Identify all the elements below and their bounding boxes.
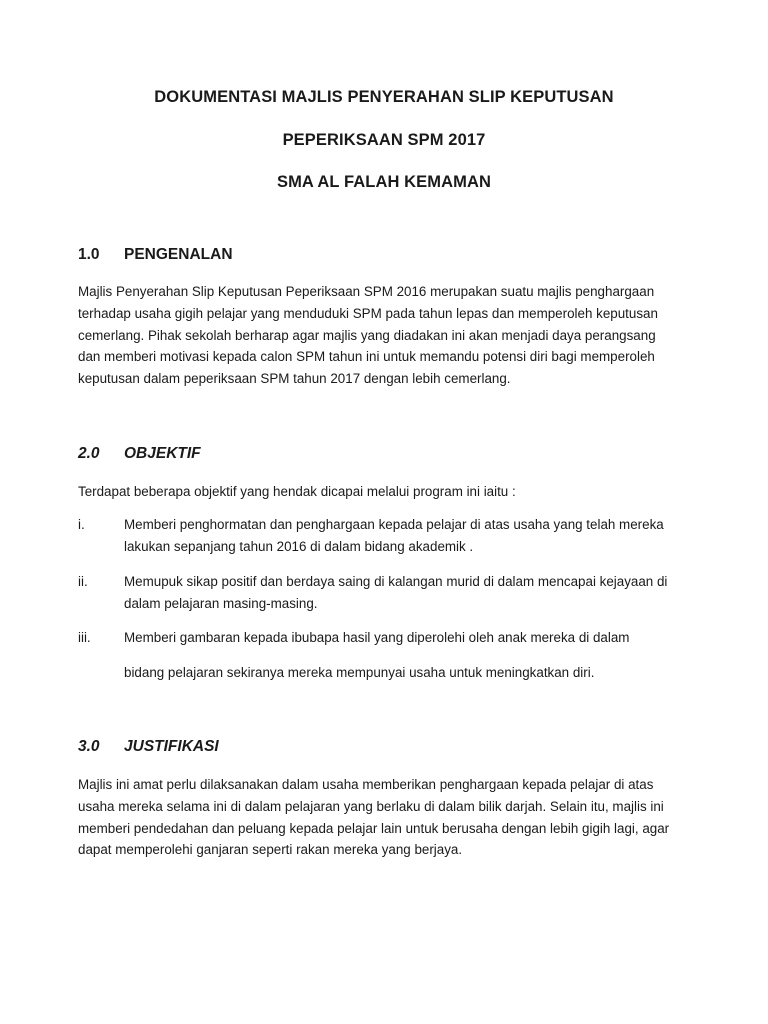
paragraph-line: dan memberi motivasi kepada calon SPM tahun ini untuk memandu potensi diri bagi memperoleh: [78, 349, 655, 365]
document-title-line-2: PEPERIKSAAN SPM 2017: [282, 131, 486, 149]
section-3-title: JUSTIFIKASI: [124, 738, 219, 755]
paragraph-line: dapat memperolehi ganjaran seperti rakan mereka yang berjaya.: [78, 842, 463, 858]
paragraph-line: usaha mereka selama ini di dalam pelajaran yang berlaku di dalam bilik darjah. Selain itu, majlis ini: [78, 798, 664, 814]
paragraph-line: terhadap usaha gigih pelajar yang menduduki SPM pada tahun lepas dan memperoleh keputusan: [78, 305, 658, 321]
paragraph-line: Terdapat beberapa objektif yang hendak dicapai melalui program ini iaitu :: [78, 484, 516, 499]
section-1-number: 1.0: [78, 246, 100, 263]
objective-item-i: [78, 514, 664, 558]
paragraph-line: memberi pendedahan dan peluang kepada pelajar lain untuk berusaha dengan lebih gigih lagi, agar: [78, 820, 670, 836]
paragraph-line: keputusan dalam peperiksaan SPM tahun 2017 dengan lebih cemerlang.: [78, 371, 511, 387]
objective-item-ii: [78, 571, 667, 615]
list-line: Memberi penghormatan dan penghargaan kepada pelajar di atas usaha yang telah mereka: [124, 517, 664, 532]
list-item-text: [124, 514, 664, 558]
section-2-number: 2.0: [78, 445, 100, 462]
paragraph-line: Majlis ini amat perlu dilaksanakan dalam usaha memberikan penghargaan kepada pelajar di atas: [78, 777, 654, 792]
list-marker: ii.: [78, 574, 88, 589]
section-3-number: 3.0: [78, 738, 100, 755]
section-1-title: PENGENALAN: [124, 246, 233, 263]
section-3-paragraph: [78, 774, 698, 861]
objective-item-iii-continuation: bidang pelajaran sekiranya mereka mempunyai usaha untuk meningkatkan diri.: [124, 665, 595, 680]
list-item-text: [124, 627, 629, 649]
document-title-line-3: SMA AL FALAH KEMAMAN: [276, 173, 492, 191]
section-3-heading: [78, 738, 219, 756]
objective-item-iii: [78, 627, 629, 649]
list-line: Memupuk sikap positif dan berdaya saing di kalangan murid di dalam mencapai kejayaan di: [124, 574, 668, 589]
section-1-heading: [78, 246, 233, 264]
document-title-line-1: DOKUMENTASI MAJLIS PENYERAHAN SLIP KEPUTUSAN: [154, 88, 614, 106]
list-line: lakukan sepanjang tahun 2016 di dalam bidang akademik .: [124, 538, 474, 554]
list-line: dalam pelajaran masing-masing.: [124, 595, 318, 611]
list-item-text: [124, 571, 667, 615]
section-2-intro: [78, 481, 698, 503]
list-marker: iii.: [78, 630, 91, 645]
list-marker: i.: [78, 517, 85, 532]
paragraph-line: cemerlang. Pihak sekolah berharap agar majlis yang diadakan ini akan menjadi daya perangsang: [78, 327, 656, 343]
section-1-paragraph: [78, 281, 698, 390]
section-2-title: OBJEKTIF: [124, 445, 201, 462]
paragraph-line: Majlis Penyerahan Slip Keputusan Peperiksaan SPM 2016 merupakan suatu majlis penghargaan: [78, 284, 655, 299]
list-line: Memberi gambaran kepada ibubapa hasil yang diperolehi oleh anak mereka di dalam: [124, 630, 630, 645]
section-2-heading: [78, 445, 201, 463]
